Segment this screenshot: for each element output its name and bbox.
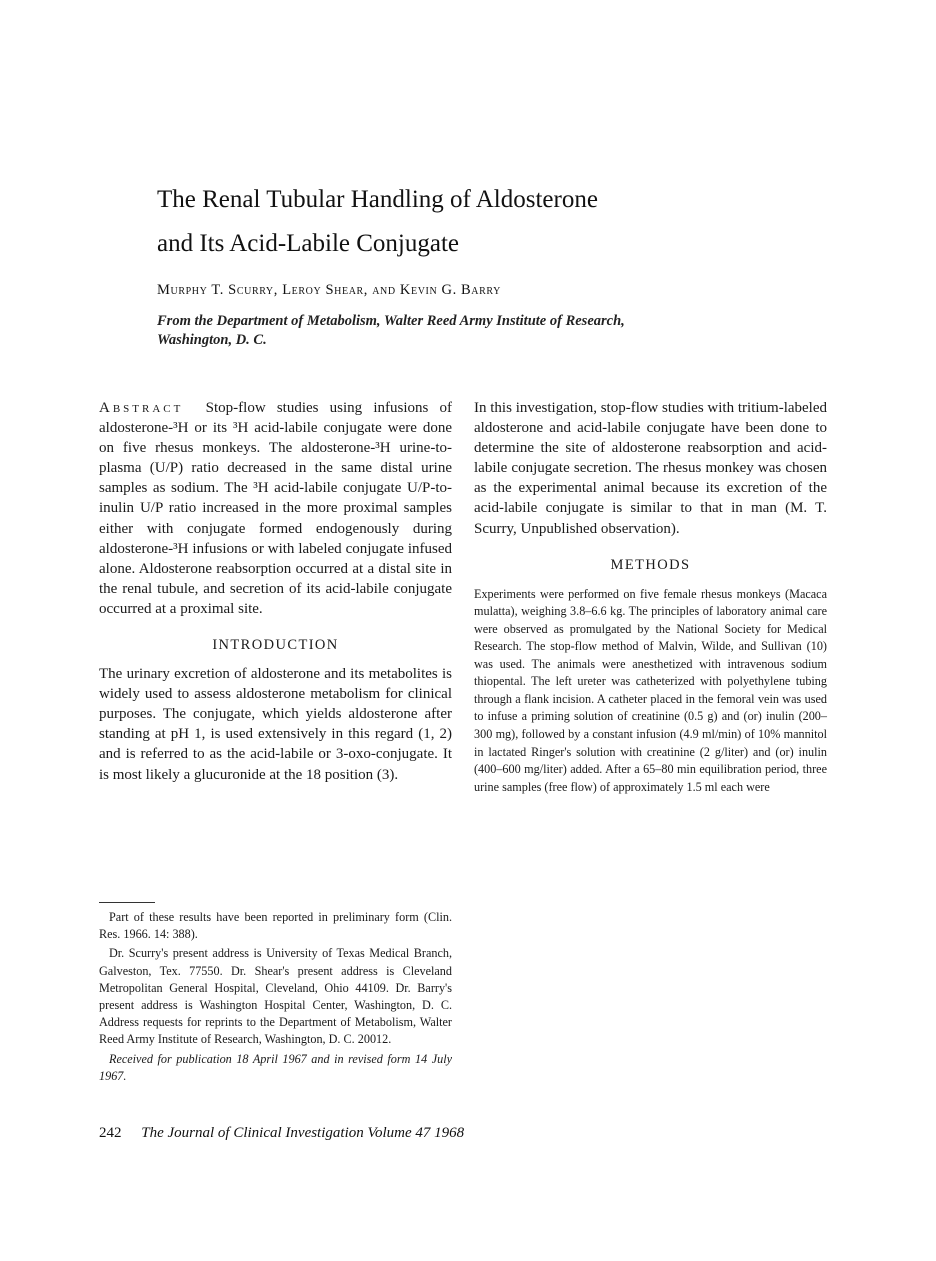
- running-footer: [99, 1125, 464, 1142]
- abstract-text: Stop-flow studies using infusions of aldosterone-³H or its ³H acid-labile conjugate were done on five rhesus monkeys. The aldosterone-³H urine-to-plasma (U/P) ratio decreased in the same distal urine samples as sodium. The ³H acid-labile conjugate U/P-to-inulin U/P ratio increased in the more proximal samples either with conjugate formed endogenously during aldosterone-³H infusions or with labeled conjugate infused alone. Aldosterone reabsorption occurred at a distal site in the renal tubule, and secretion of its acid-labile conjugate occurred at a proximal site.: [99, 400, 452, 617]
- footnote-rule: [99, 902, 155, 903]
- footnote-preliminary-report: Part of these results have been reported in preliminary form (Clin. Res. 1966. 14: 388).: [99, 910, 452, 942]
- affiliation: [157, 312, 717, 350]
- methods-heading: METHODS: [610, 556, 691, 573]
- abstract-label: Abstract: [99, 400, 184, 416]
- left-column: [99, 398, 452, 785]
- methods-paragraph-1: Experiments were performed on five female rhesus monkeys (Macaca mulatta), weighing 3.8–6.6 kg. The principles of laboratory animal care were observed as promulgated by the National Society for Medical Research. The stop-flow method of Malvin, Wilde, and Sullivan (10) was used. The animals were anesthetized with intravenous sodium thiopental. The left ureter was catheterized with polyethylene tubing through a flank incision. A catheter placed in the femoral vein was used to infuse a priming solution of creatinine (0.5 g) and (or) inulin (200–300 mg), followed by a constant infusion (4.9 ml/min) of 10% mannitol in lactated Ringer's solution with creatinine (2 g/liter) and (or) inulin (400–600 mg/liter) added. After a 65–80 min equilibration period, three urine samples (free flow) of approximately 1.5 ml each were: [474, 586, 827, 794]
- title-line-2: and Its Acid-Labile Conjugate: [157, 230, 460, 257]
- footnotes: [99, 902, 452, 1087]
- abstract: [99, 398, 452, 619]
- page-number: 242: [99, 1125, 122, 1141]
- title-line-1: The Renal Tubular Handling of Aldosterone: [157, 186, 598, 213]
- footnote-received-date: Received for publication 18 April 1967 and in revised form 14 July 1967.: [99, 1051, 452, 1083]
- introduction-heading: INTRODUCTION: [212, 637, 339, 654]
- journal-citation: The Journal of Clinical Investigation Volume 47 1968: [141, 1125, 465, 1141]
- intro-paragraph-3: In this investigation, stop-flow studies with tritium-labeled aldosterone and acid-labile conjugate have been done to determine the site of aldosterone reabsorption and acid-labile conjugate secretion. The rhesus monkey was chosen as the experimental animal because its excretion of the acid-labile conjugate is similar to that in man (M. T. Scurry, Unpublished observation).: [474, 400, 827, 537]
- footnote-author-addresses: Dr. Scurry's present address is University of Texas Medical Branch, Galveston, Tex. 77550. Dr. Shear's present address is Cleveland Metropolitan General Hospital, Cleveland, Ohio 44109. Dr. Barry's present address is Washington Hospital Center, Washington, D. C. Address requests for reprints to the Department of Metabolism, Walter Reed Army Institute of Research, Washington, D. C. 20012.: [99, 946, 452, 1047]
- article-title: [157, 178, 777, 266]
- right-column: [474, 398, 827, 796]
- affiliation-line-2: Washington, D. C.: [157, 332, 267, 348]
- affiliation-line-1: From the Department of Metabolism, Walter Reed Army Institute of Research,: [157, 313, 625, 329]
- intro-paragraph-1: The urinary excretion of aldosterone and its metabolites is widely used to assess aldosterone metabolism for clinical purposes. The conjugate, which yields aldosterone after standing at pH 1, is used extensively in this regard (1, 2) and is referred to as the acid-labile or 3-oxo-conjugate. It is most likely a glucuronide at the 18 position (3).: [99, 666, 452, 783]
- author-list: Murphy T. Scurry, Leroy Shear, and Kevin G. Barry: [157, 282, 501, 298]
